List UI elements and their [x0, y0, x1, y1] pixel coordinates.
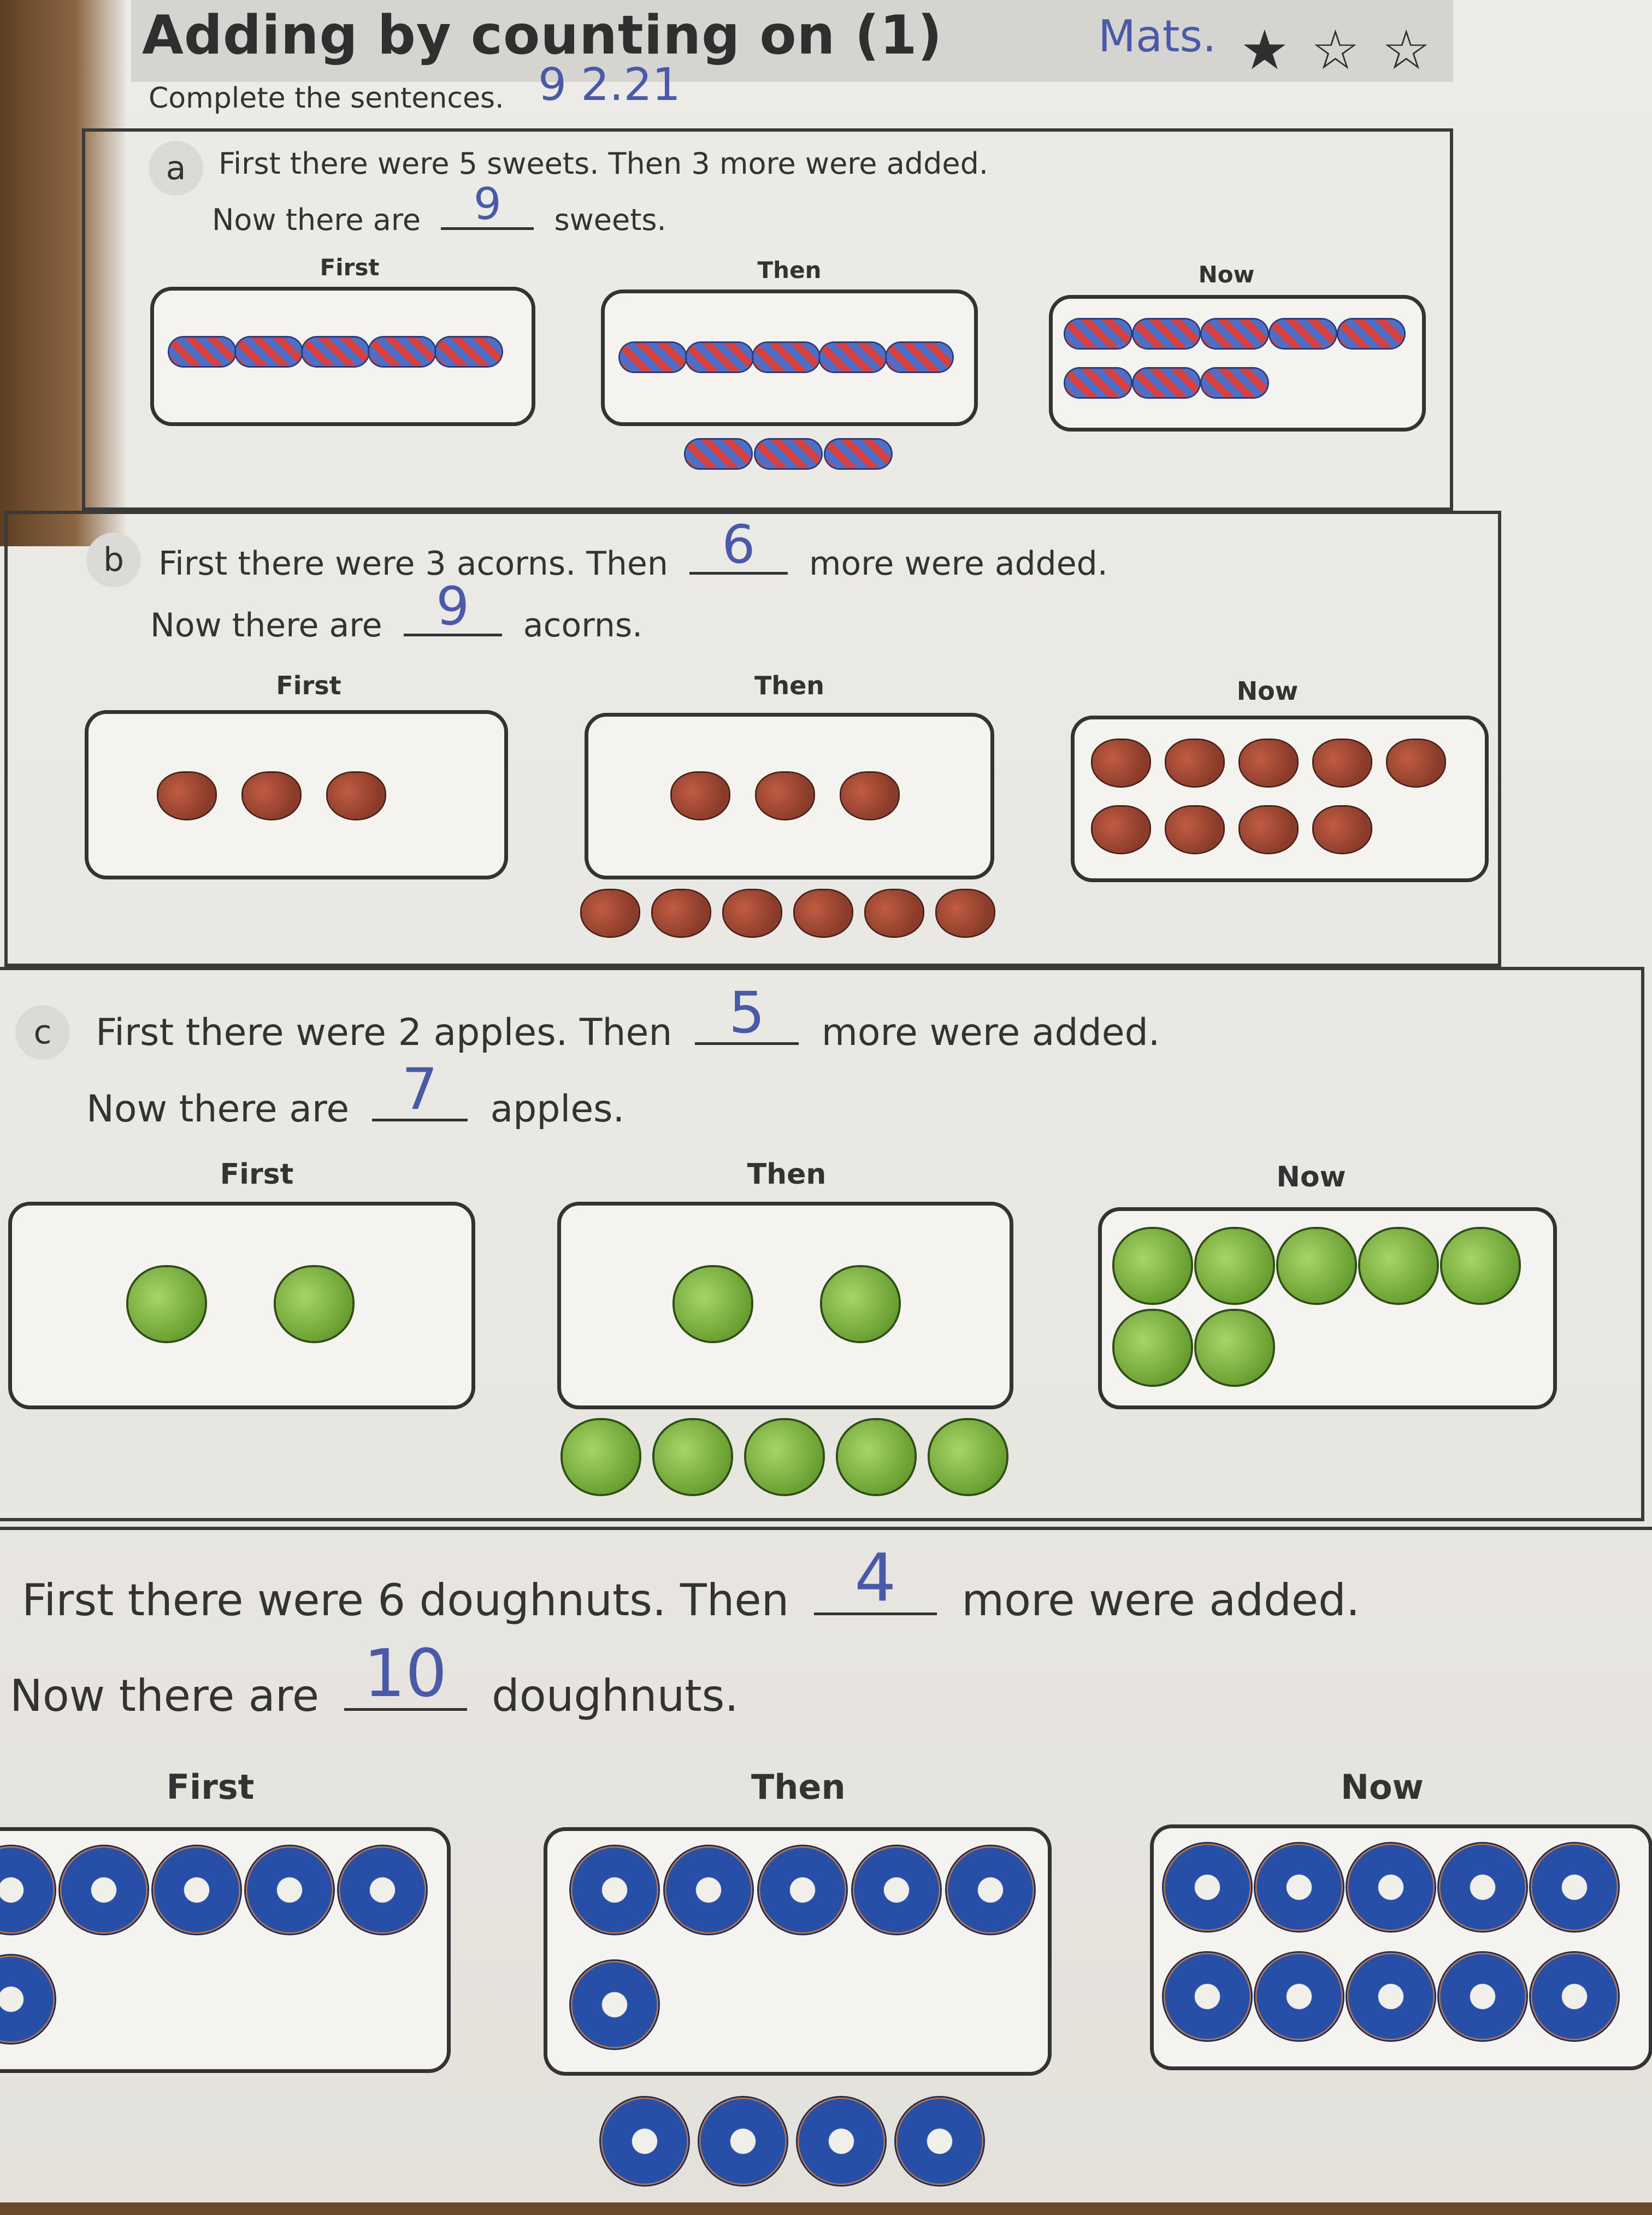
acorn-icon — [1093, 740, 1149, 786]
sweet-icon — [820, 343, 886, 371]
doughnut-icon — [665, 1846, 752, 1934]
sweet-icon — [1134, 369, 1199, 397]
sweet-icon — [825, 440, 891, 468]
answer-blank[interactable] — [441, 179, 534, 230]
handwritten-answer: 10 — [363, 1636, 447, 1712]
acorn-icon — [795, 890, 852, 936]
handwritten-answer: 5 — [728, 979, 765, 1046]
acorn-icon — [724, 890, 781, 936]
question-b-line2 — [150, 576, 643, 645]
sentence-text: more were added. — [821, 1011, 1160, 1054]
acorn-icon — [1166, 807, 1223, 853]
acorn-icon — [672, 773, 729, 819]
acorn-icon — [841, 773, 898, 819]
now-box — [1049, 295, 1426, 432]
sweet-icon — [1065, 369, 1131, 397]
doughnut-icon — [853, 1846, 940, 1934]
acorn-icon — [866, 890, 923, 936]
sweet-icon — [687, 343, 752, 371]
doughnut-icon — [1531, 1844, 1618, 1931]
column-label-first: First — [166, 1767, 255, 1807]
instruction-text: Complete the sentences. — [149, 82, 504, 115]
column-label-first: First — [320, 254, 380, 281]
acorn-icon — [1388, 740, 1444, 786]
column-label-first: First — [276, 671, 341, 700]
sweet-icon — [887, 343, 952, 371]
apple-icon — [822, 1267, 899, 1341]
doughnut-icon — [1255, 1844, 1343, 1931]
column-label-first: First — [220, 1158, 294, 1191]
doughnut-icon — [246, 1846, 333, 1934]
apple-icon — [128, 1267, 205, 1341]
question-letter: c — [15, 1005, 70, 1060]
sentence-text: more were added. — [809, 545, 1108, 583]
column-label-now: Now — [1198, 261, 1255, 288]
apple-icon — [1278, 1229, 1355, 1303]
sweet-icon — [1202, 369, 1267, 397]
doughnut-icon — [1439, 1953, 1526, 2040]
column-label-now: Now — [1276, 1161, 1346, 1194]
column-label-then: Then — [751, 1767, 846, 1807]
sweet-icon — [1134, 320, 1199, 348]
sweet-icon — [620, 343, 686, 371]
handwritten-answer: 9 — [436, 576, 470, 637]
acorn-icon — [1314, 740, 1371, 786]
sentence-text: doughnuts. — [491, 1670, 739, 1721]
sentence-text: Now there are — [86, 1088, 350, 1131]
doughnut-icon — [339, 1846, 426, 1934]
sweet-icon — [756, 440, 821, 468]
doughnut-icon — [1439, 1844, 1526, 1931]
sentence-text: more were added. — [961, 1575, 1360, 1626]
apple-icon — [1114, 1229, 1191, 1303]
sentence-text: First there were 6 doughnuts. Then — [22, 1575, 789, 1626]
sentence-text: First there were 2 apples. Then — [96, 1011, 672, 1054]
sentence-text: Now there are — [10, 1670, 320, 1721]
column-label-then: Then — [747, 1158, 827, 1191]
sentence-text: Now there are — [212, 203, 421, 237]
sweet-icon — [686, 440, 751, 468]
handwritten-answer: 4 — [854, 1540, 896, 1616]
doughnut-icon — [60, 1846, 148, 1934]
doughnut-icon — [601, 2098, 688, 2185]
question-b-line1 — [158, 514, 1108, 583]
column-label-now: Now — [1236, 676, 1299, 706]
apple-icon — [838, 1420, 914, 1494]
apple-icon — [1196, 1311, 1273, 1385]
rating-stars — [1240, 18, 1431, 82]
outline-star-icon: ☆ — [1382, 18, 1431, 82]
handwritten-date: 9 2.21 — [538, 59, 681, 111]
acorn-icon — [1240, 740, 1297, 786]
acorn-icon — [1240, 807, 1297, 853]
apple-icon — [1196, 1229, 1273, 1303]
doughnut-icon — [571, 1846, 658, 1934]
question-letter: b — [86, 533, 141, 587]
handwritten-answer: 9 — [473, 179, 502, 229]
apple-icon — [675, 1267, 751, 1341]
acorn-icon — [328, 773, 385, 819]
answer-blank[interactable] — [695, 979, 799, 1046]
apple-icon — [746, 1420, 823, 1494]
apple-icon — [1360, 1229, 1437, 1303]
sentence-text: First there were 3 acorns. Then — [158, 545, 668, 583]
apple-icon — [654, 1420, 731, 1494]
sentence-text: First there were 5 sweets. Then 3 more were added. — [219, 146, 989, 181]
acorn-icon — [243, 773, 300, 819]
acorn-icon — [582, 890, 639, 936]
question-letter: a — [149, 141, 203, 196]
question-d-line1 — [22, 1540, 1360, 1626]
doughnut-icon — [699, 2098, 787, 2185]
question-d-line2 — [10, 1636, 739, 1721]
doughnut-icon — [798, 2098, 885, 2185]
sweet-icon — [369, 338, 435, 366]
apple-icon — [563, 1420, 639, 1494]
question-c-line1 — [96, 979, 1160, 1054]
answer-blank[interactable] — [689, 514, 788, 575]
answer-blank[interactable] — [814, 1540, 937, 1616]
handwritten-answer: 6 — [722, 514, 756, 575]
then-box — [557, 1202, 1013, 1409]
sentence-text: Now there are — [150, 606, 382, 645]
first-box — [8, 1202, 475, 1409]
sweet-icon — [303, 338, 368, 366]
column-label-now: Now — [1341, 1767, 1424, 1807]
acorn-icon — [1166, 740, 1223, 786]
answer-blank[interactable] — [404, 576, 502, 637]
sweet-icon — [1065, 320, 1131, 348]
doughnut-icon — [153, 1846, 240, 1934]
sentence-text: acorns. — [523, 606, 643, 645]
acorn-icon — [1314, 807, 1371, 853]
question-a-line2 — [212, 179, 666, 237]
apple-icon — [930, 1420, 1006, 1494]
acorn-icon — [937, 890, 994, 936]
acorn-icon — [1093, 807, 1149, 853]
sentence-text: sweets. — [554, 203, 666, 237]
apple-icon — [1442, 1229, 1519, 1303]
sweet-icon — [1338, 320, 1404, 348]
sweet-icon — [753, 343, 819, 371]
sweet-icon — [1202, 320, 1267, 348]
doughnut-icon — [1164, 1844, 1251, 1931]
sweet-icon — [1270, 320, 1336, 348]
question-c-line2 — [86, 1056, 625, 1131]
doughnut-icon — [1255, 1953, 1343, 2040]
doughnut-icon — [896, 2098, 983, 2185]
worksheet-title: Adding by counting on (1) — [142, 4, 943, 67]
sweet-icon — [236, 338, 302, 366]
outline-star-icon: ☆ — [1311, 18, 1360, 82]
answer-blank[interactable] — [372, 1056, 468, 1123]
answer-blank[interactable] — [344, 1636, 467, 1712]
handwritten-name: Mats. — [1098, 11, 1217, 62]
apple-icon — [1114, 1311, 1191, 1385]
column-label-then: Then — [757, 257, 822, 283]
acorn-icon — [653, 890, 710, 936]
apple-icon — [276, 1267, 352, 1341]
doughnut-icon — [1531, 1953, 1618, 2040]
acorn-icon — [757, 773, 813, 819]
sweet-icon — [436, 338, 502, 366]
sweet-icon — [169, 338, 235, 366]
doughnut-icon — [571, 1961, 658, 2048]
doughnut-icon — [1347, 1844, 1435, 1931]
filled-star-icon: ★ — [1240, 18, 1289, 82]
doughnut-icon — [947, 1846, 1034, 1934]
handwritten-answer: 7 — [402, 1056, 438, 1123]
doughnut-icon — [759, 1846, 846, 1934]
doughnut-icon — [1164, 1953, 1251, 2040]
question-a-line1 — [219, 146, 988, 181]
column-label-then: Then — [754, 671, 825, 700]
doughnut-icon — [1347, 1953, 1435, 2040]
acorn-icon — [158, 773, 215, 819]
sentence-text: apples. — [490, 1088, 625, 1131]
